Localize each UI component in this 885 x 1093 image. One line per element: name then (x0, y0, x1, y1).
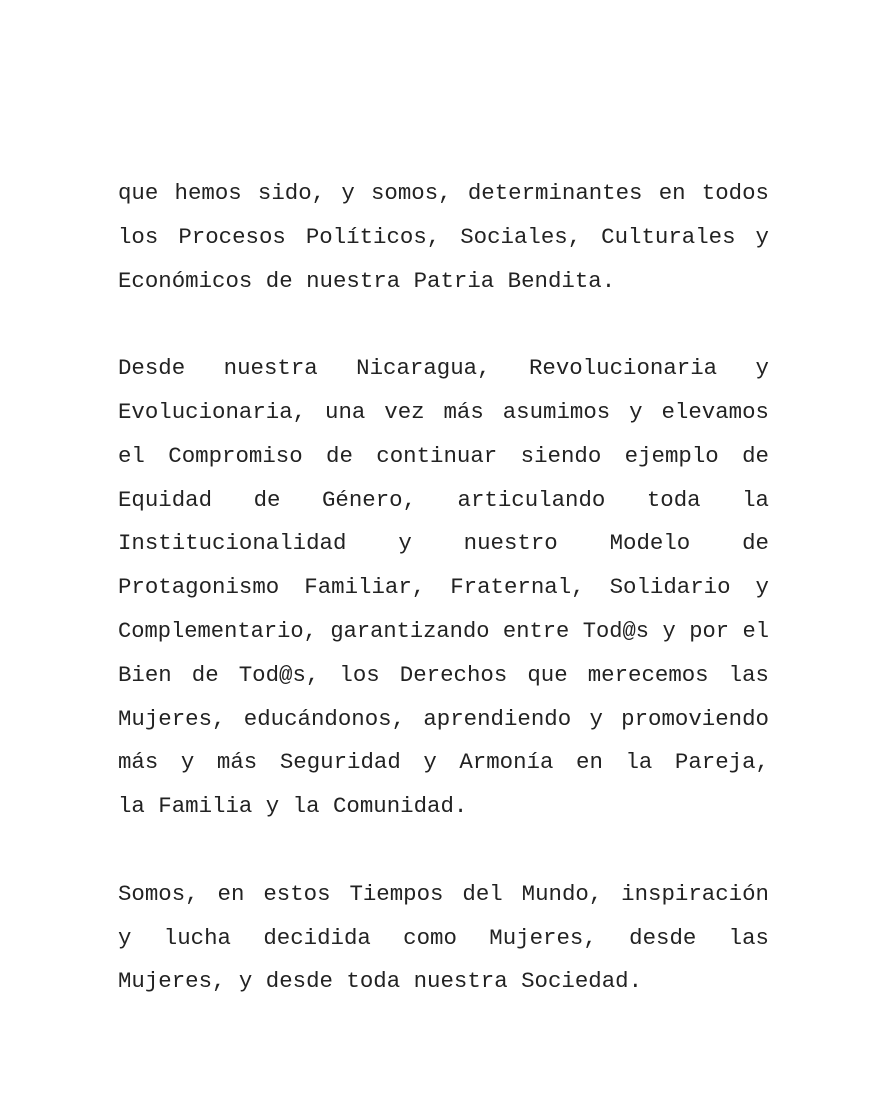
paragraph-line: Institucionalidad y nuestro Modelo de (118, 530, 769, 557)
paragraph-line: Evolucionaria, una vez más asumimos y elevamos (118, 398, 769, 425)
paragraph-line: Mujeres, y desde toda nuestra Sociedad. (118, 968, 643, 995)
paragraph-line: que hemos sido, y somos, determinantes en todos (118, 180, 769, 206)
paragraph-line: Bien de Tod@s, los Derechos que merecemos las (118, 661, 769, 688)
paragraph-line: el Compromiso de continuar siendo ejemplo de (118, 442, 769, 469)
paragraph-line: Económicos de nuestra Patria Bendita. (118, 267, 616, 294)
paragraph-line: Mujeres, educándonos, aprendiendo y promoviendo (118, 705, 769, 732)
paragraph-line: la Familia y la Comunidad. (118, 793, 468, 820)
paragraph-line: Complementario, garantizando entre Tod@s y por el (118, 618, 769, 644)
paragraph-line: más y más Seguridad y Armonía en la Pareja, (118, 749, 769, 776)
paragraph-line: y lucha decidida como Mujeres, desde las (118, 924, 769, 951)
document-body (118, 172, 769, 1048)
paragraph-line: Equidad de Género, articulando toda la (118, 486, 769, 513)
paragraph-line: Somos, en estos Tiempos del Mundo, inspiración (118, 880, 769, 907)
paragraph-2 (118, 347, 769, 829)
paragraph-3 (118, 873, 769, 1004)
paragraph-line: los Procesos Políticos, Sociales, Culturales y (118, 223, 769, 250)
paragraph-line: Protagonismo Familiar, Fraternal, Solidario y (118, 574, 769, 601)
paragraph-1 (118, 172, 769, 303)
paragraph-line: Desde nuestra Nicaragua, Revolucionaria y (118, 355, 769, 382)
